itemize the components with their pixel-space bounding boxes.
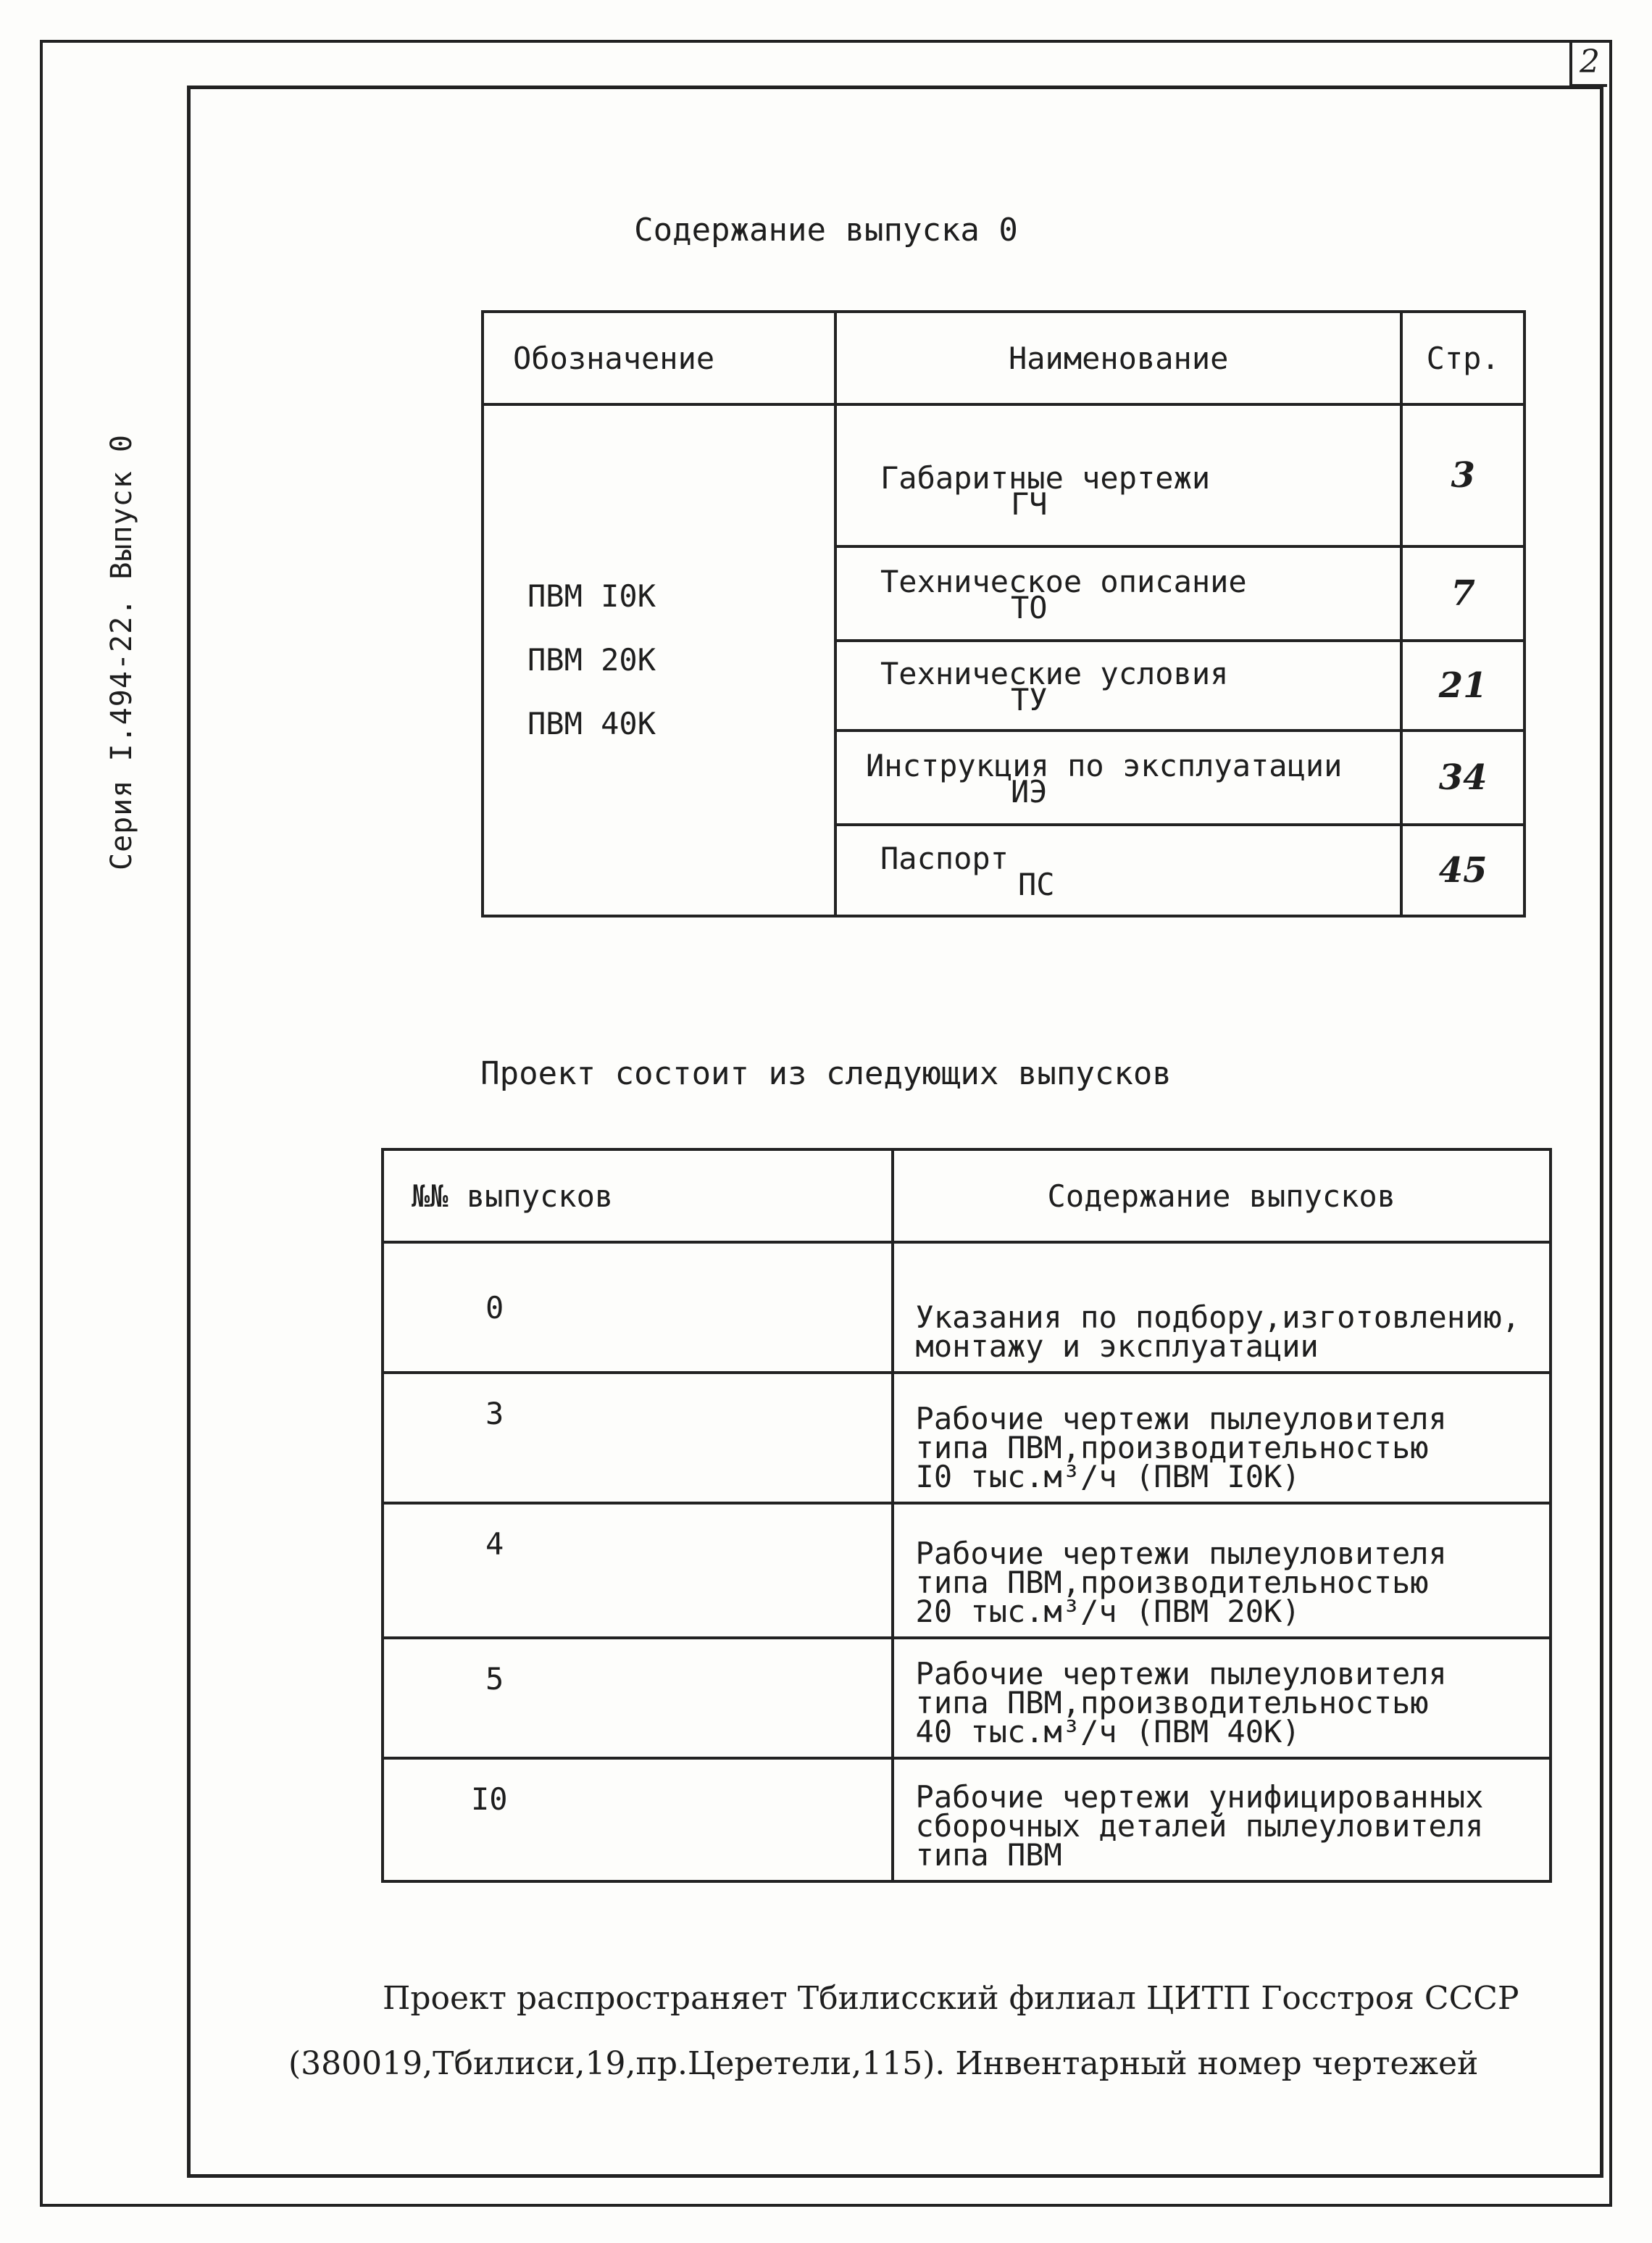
issue-line: сборочных деталей пылеуловителя: [915, 1808, 1484, 1844]
issues-header-row: [383, 1149, 1551, 1242]
issue-description: [893, 1758, 1551, 1881]
doc-code: ГЧ: [1011, 486, 1048, 522]
issue-line: Рабочие чертежи пылеуловителя: [915, 1656, 1447, 1691]
issue-line: типа ПВМ,производительностью: [915, 1685, 1429, 1720]
header-issue-content: Содержание выпусков: [893, 1149, 1551, 1242]
issue-line: I0 тыс.м³/ч (ПВМ I0К): [915, 1459, 1301, 1494]
designation-item: ПВМ 20К: [527, 642, 656, 678]
issue-line: Рабочие чертежи унифицированных: [915, 1779, 1484, 1815]
designation-cell: [483, 404, 835, 916]
doc-code: ИЭ: [1011, 774, 1048, 810]
issue-line: 20 тыс.м³/ч (ПВМ 20К): [915, 1594, 1301, 1629]
issue-line: Рабочие чертежи пылеуловителя: [915, 1536, 1447, 1571]
designation-item: ПВМ 40К: [527, 706, 656, 741]
doc-name-cell: [835, 546, 1401, 641]
doc-name: Техническое описание: [880, 564, 1247, 599]
contents-table: [481, 310, 1526, 917]
table-row: [383, 1758, 1551, 1881]
issue-number: 5: [383, 1638, 893, 1758]
doc-page: 3: [1401, 404, 1524, 546]
doc-name-cell: [835, 825, 1401, 916]
issue-description: [893, 1242, 1551, 1373]
footer-line-2: (380019,Тбилиси,19,пр.Церетели,115). Инвентарный номер чертежей: [288, 2045, 1479, 2082]
table-row: [383, 1638, 1551, 1758]
contents-title: Содержание выпуска 0: [634, 212, 1018, 249]
doc-name: Технические условия: [880, 656, 1229, 691]
header-designation: Обозначение: [483, 312, 835, 404]
doc-page: 34: [1401, 731, 1524, 825]
doc-name: Инструкция по эксплуатации: [866, 748, 1343, 783]
issue-line: Рабочие чертежи пылеуловителя: [915, 1401, 1447, 1436]
doc-code: ТУ: [1011, 682, 1048, 717]
doc-page: 45: [1401, 825, 1524, 916]
issue-number: 3: [383, 1373, 893, 1503]
issues-table: [381, 1148, 1552, 1883]
doc-code: ПС: [1018, 867, 1055, 902]
designation-item: ПВМ I0К: [527, 578, 656, 614]
table-row: [383, 1242, 1551, 1373]
issues-title: Проект состоит из следующих выпусков: [480, 1055, 1172, 1092]
issue-description: [893, 1373, 1551, 1503]
doc-page: 21: [1401, 641, 1524, 731]
issue-line: Указания по подбору,изготовлению,: [915, 1299, 1520, 1335]
issue-number: 0: [383, 1242, 893, 1373]
header-page: Стр.: [1401, 312, 1524, 404]
doc-name: Габаритные чертежи: [880, 460, 1211, 496]
issue-description: [893, 1503, 1551, 1638]
doc-code: ТО: [1011, 590, 1048, 625]
footer-line-1: Проект распространяет Тбилисский филиал ЦИТП Госстроя СССР: [383, 1980, 1519, 2017]
issue-number: I0: [383, 1758, 893, 1881]
doc-name-cell: [835, 731, 1401, 825]
issue-number: 4: [383, 1503, 893, 1638]
issue-description: [893, 1638, 1551, 1758]
side-series-label: Серия I.494-22. Выпуск 0: [105, 434, 138, 870]
header-issue-number: №№ выпусков: [383, 1149, 893, 1242]
doc-name-cell: [835, 404, 1401, 546]
table-row: [383, 1503, 1551, 1638]
issue-line: типа ПВМ,производительностью: [915, 1565, 1429, 1600]
issue-line: 40 тыс.м³/ч (ПВМ 40К): [915, 1714, 1301, 1749]
issue-line: монтажу и эксплуатации: [915, 1328, 1319, 1364]
page-number: 2: [1569, 42, 1607, 87]
header-name: Наименование: [835, 312, 1401, 404]
issue-line: типа ПВМ,производительностью: [915, 1430, 1429, 1465]
doc-page: 7: [1401, 546, 1524, 641]
doc-name: Паспорт: [880, 841, 1009, 876]
table-row: [483, 404, 1524, 546]
doc-name-cell: [835, 641, 1401, 731]
issue-line: типа ПВМ: [915, 1837, 1062, 1873]
table-row: [383, 1373, 1551, 1503]
contents-header-row: [483, 312, 1524, 404]
